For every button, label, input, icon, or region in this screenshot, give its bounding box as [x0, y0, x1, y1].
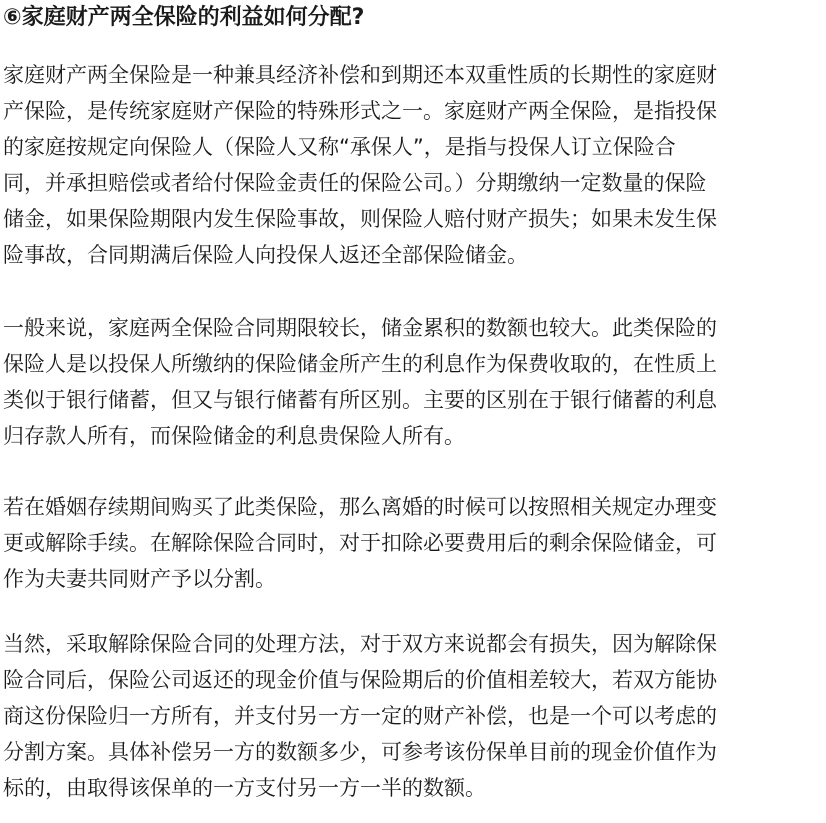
text-line: 归存款人所有，而保险储金的利息贵保险人所有。 — [3, 424, 465, 448]
text-line: 类似于银行储蓄，但又与银行储蓄有所区别。主要的区别在于银行储蓄的利息 — [3, 388, 717, 412]
text-line: 家庭财产两全保险是一种兼具经济补偿和到期还本双重性质的长期性的家庭财 — [3, 63, 717, 87]
text-line: 更或解除手续。在解除保险合同时，对于扣除必要费用后的剩余保险储金，可 — [3, 531, 717, 555]
text-line: 产保险，是传统家庭财产保险的特殊形式之一。家庭财产两全保险，是指投保 — [3, 99, 717, 123]
text-line: 储金，如果保险期限内发生保险事故，则保险人赔付财产损失；如果未发生保 — [3, 207, 717, 231]
text-line: 若在婚姻存续期间购买了此类保险，那么离婚的时候可以按照相关规定办理变 — [3, 495, 717, 519]
paragraph-4 — [3, 626, 825, 806]
text-line: 标的，由取得该保单的一方支付另一方一半的数额。 — [3, 776, 486, 800]
text-line: 作为夫妻共同财产予以分割。 — [3, 567, 276, 591]
text-line: 一般来说，家庭两全保险合同期限较长，储金累积的数额也较大。此类保险的 — [3, 316, 717, 340]
text-line: 当然，采取解除保险合同的处理方法，对于双方来说都会有损失，因为解除保 — [3, 632, 717, 656]
text-line: 同，并承担赔偿或者给付保险金责任的保险公司。）分期缴纳一定数量的保险 — [3, 171, 707, 195]
paragraph-1 — [3, 57, 825, 273]
section-heading: ⑥家庭财产两全保险的利益如何分配? — [3, 5, 365, 30]
text-line: 险合同后，保险公司返还的现金价值与保险期后的价值相差较大，若双方能协 — [3, 668, 717, 692]
text-line: 保险人是以投保人所缴纳的保险储金所产生的利息作为保费收取的，在性质上 — [3, 352, 717, 376]
paragraph-3 — [3, 489, 825, 597]
paragraph-2 — [3, 310, 825, 454]
text-line: 的家庭按规定向保险人（保险人又称“承保人”，是指与投保人订立保险合 — [3, 135, 676, 159]
text-line: 商这份保险归一方所有，并支付另一方一定的财产补偿，也是一个可以考虑的 — [3, 704, 717, 728]
text-line: 险事故，合同期满后保险人向投保人返还全部保险储金。 — [3, 243, 528, 267]
text-line: 分割方案。具体补偿另一方的数额多少，可参考该份保单目前的现金价值作为 — [3, 740, 717, 764]
